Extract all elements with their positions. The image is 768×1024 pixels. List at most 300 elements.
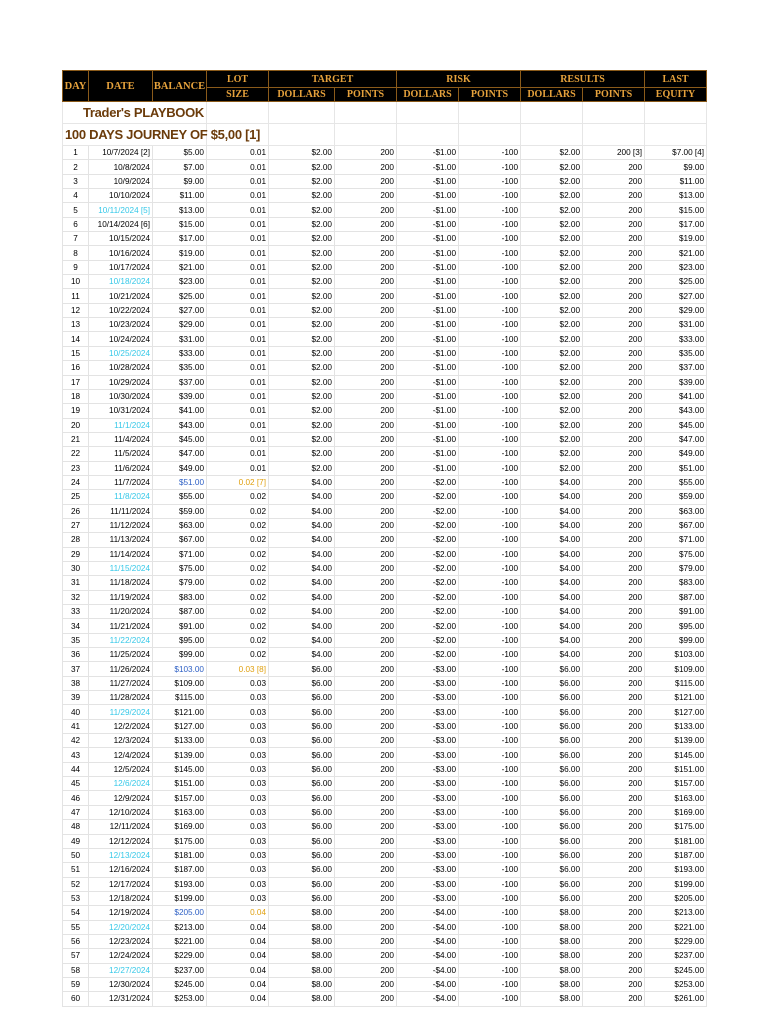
results-dollars-cell[interactable]: $2.00 [521,461,583,475]
target-dollars-cell[interactable]: $6.00 [269,719,335,733]
risk-points-cell[interactable]: -100 [459,561,521,575]
target-dollars-cell[interactable]: $2.00 [269,174,335,188]
risk-points-cell[interactable]: -100 [459,346,521,360]
results-dollars-cell[interactable]: $4.00 [521,633,583,647]
risk-points-cell[interactable]: -100 [459,949,521,963]
risk-points-cell[interactable]: -100 [459,977,521,991]
last-equity-cell[interactable]: $145.00 [645,748,707,762]
date-cell[interactable]: 10/25/2024 [89,346,153,360]
date-cell[interactable]: 12/24/2024 [89,949,153,963]
balance-cell[interactable]: $169.00 [153,820,207,834]
target-points-cell[interactable]: 200 [335,404,397,418]
target-points-cell[interactable]: 200 [335,676,397,690]
lot-size-cell[interactable]: 0.02 [207,547,269,561]
last-equity-cell[interactable]: $71.00 [645,533,707,547]
results-points-cell[interactable]: 200 [583,963,645,977]
date-cell[interactable]: 11/14/2024 [89,547,153,561]
date-cell[interactable]: 10/17/2024 [89,260,153,274]
risk-points-cell[interactable]: -100 [459,504,521,518]
lot-size-cell[interactable]: 0.01 [207,289,269,303]
date-cell[interactable]: 11/5/2024 [89,447,153,461]
day-cell[interactable]: 60 [63,992,89,1006]
target-points-cell[interactable]: 200 [335,203,397,217]
day-cell[interactable]: 24 [63,475,89,489]
results-dollars-cell[interactable]: $6.00 [521,662,583,676]
date-cell[interactable]: 11/7/2024 [89,475,153,489]
balance-cell[interactable]: $39.00 [153,389,207,403]
risk-points-cell[interactable]: -100 [459,475,521,489]
day-cell[interactable]: 45 [63,777,89,791]
day-cell[interactable]: 42 [63,734,89,748]
day-cell[interactable]: 18 [63,389,89,403]
last-equity-cell[interactable]: $139.00 [645,734,707,748]
risk-points-cell[interactable]: -100 [459,189,521,203]
last-equity-cell[interactable]: $7.00 [4] [645,146,707,160]
target-points-cell[interactable]: 200 [335,289,397,303]
risk-dollars-cell[interactable]: -$3.00 [397,676,459,690]
last-equity-cell[interactable]: $37.00 [645,361,707,375]
date-cell[interactable]: 10/23/2024 [89,318,153,332]
lot-size-cell[interactable]: 0.02 [207,533,269,547]
date-cell[interactable]: 10/29/2024 [89,375,153,389]
balance-cell[interactable]: $55.00 [153,490,207,504]
risk-dollars-cell[interactable]: -$1.00 [397,346,459,360]
risk-points-cell[interactable]: -100 [459,418,521,432]
results-dollars-cell[interactable]: $4.00 [521,533,583,547]
risk-points-cell[interactable]: -100 [459,146,521,160]
results-points-cell[interactable]: 200 [583,820,645,834]
balance-cell[interactable]: $49.00 [153,461,207,475]
last-equity-cell[interactable]: $199.00 [645,877,707,891]
results-dollars-cell[interactable]: $6.00 [521,762,583,776]
results-dollars-cell[interactable]: $4.00 [521,490,583,504]
balance-cell[interactable]: $99.00 [153,648,207,662]
last-equity-cell[interactable]: $39.00 [645,375,707,389]
target-points-cell[interactable]: 200 [335,848,397,862]
target-dollars-cell[interactable]: $6.00 [269,762,335,776]
risk-points-cell[interactable]: -100 [459,289,521,303]
risk-points-cell[interactable]: -100 [459,877,521,891]
balance-cell[interactable]: $199.00 [153,891,207,905]
date-cell[interactable]: 10/15/2024 [89,232,153,246]
last-equity-cell[interactable]: $169.00 [645,805,707,819]
day-cell[interactable]: 47 [63,805,89,819]
date-cell[interactable]: 11/27/2024 [89,676,153,690]
last-equity-cell[interactable]: $17.00 [645,217,707,231]
last-equity-cell[interactable]: $75.00 [645,547,707,561]
day-cell[interactable]: 2 [63,160,89,174]
results-dollars-cell[interactable]: $4.00 [521,576,583,590]
target-dollars-cell[interactable]: $2.00 [269,146,335,160]
risk-points-cell[interactable]: -100 [459,447,521,461]
date-cell[interactable]: 12/12/2024 [89,834,153,848]
balance-cell[interactable]: $75.00 [153,561,207,575]
results-dollars-cell[interactable]: $2.00 [521,447,583,461]
target-dollars-cell[interactable]: $2.00 [269,361,335,375]
target-points-cell[interactable]: 200 [335,160,397,174]
target-points-cell[interactable]: 200 [335,633,397,647]
balance-cell[interactable]: $187.00 [153,863,207,877]
day-cell[interactable]: 17 [63,375,89,389]
lot-size-cell[interactable]: 0.04 [207,949,269,963]
results-points-cell[interactable]: 200 [583,203,645,217]
balance-cell[interactable]: $43.00 [153,418,207,432]
lot-size-cell[interactable]: 0.03 [207,877,269,891]
target-points-cell[interactable]: 200 [335,318,397,332]
day-cell[interactable]: 15 [63,346,89,360]
lot-size-cell[interactable]: 0.03 [207,691,269,705]
results-points-cell[interactable]: 200 [583,891,645,905]
balance-cell[interactable]: $63.00 [153,518,207,532]
balance-cell[interactable]: $213.00 [153,920,207,934]
results-dollars-cell[interactable]: $4.00 [521,518,583,532]
target-points-cell[interactable]: 200 [335,146,397,160]
day-cell[interactable]: 13 [63,318,89,332]
target-dollars-cell[interactable]: $6.00 [269,820,335,834]
target-dollars-cell[interactable]: $8.00 [269,920,335,934]
date-cell[interactable]: 12/23/2024 [89,934,153,948]
results-points-cell[interactable]: 200 [583,504,645,518]
target-points-cell[interactable]: 200 [335,805,397,819]
results-dollars-cell[interactable]: $2.00 [521,203,583,217]
results-points-cell[interactable]: 200 [583,361,645,375]
lot-size-cell[interactable]: 0.03 [207,762,269,776]
target-points-cell[interactable]: 200 [335,346,397,360]
lot-size-cell[interactable]: 0.01 [207,260,269,274]
risk-dollars-cell[interactable]: -$1.00 [397,332,459,346]
balance-cell[interactable]: $9.00 [153,174,207,188]
date-cell[interactable]: 10/22/2024 [89,303,153,317]
last-equity-cell[interactable]: $175.00 [645,820,707,834]
results-points-cell[interactable]: 200 [583,404,645,418]
day-cell[interactable]: 43 [63,748,89,762]
target-dollars-cell[interactable]: $2.00 [269,189,335,203]
lot-size-cell[interactable]: 0.01 [207,217,269,231]
lot-size-cell[interactable]: 0.02 [207,648,269,662]
target-dollars-cell[interactable]: $2.00 [269,318,335,332]
results-dollars-cell[interactable]: $2.00 [521,275,583,289]
results-points-cell[interactable]: 200 [583,877,645,891]
last-equity-cell[interactable]: $45.00 [645,418,707,432]
balance-cell[interactable]: $253.00 [153,992,207,1006]
date-cell[interactable]: 12/2/2024 [89,719,153,733]
risk-points-cell[interactable]: -100 [459,375,521,389]
lot-size-cell[interactable]: 0.01 [207,332,269,346]
date-cell[interactable]: 11/21/2024 [89,619,153,633]
lot-size-cell[interactable]: 0.02 [207,504,269,518]
results-dollars-cell[interactable]: $6.00 [521,777,583,791]
risk-points-cell[interactable]: -100 [459,791,521,805]
balance-cell[interactable]: $151.00 [153,777,207,791]
last-equity-cell[interactable]: $193.00 [645,863,707,877]
date-cell[interactable]: 12/30/2024 [89,977,153,991]
results-points-cell[interactable]: 200 [583,705,645,719]
risk-dollars-cell[interactable]: -$1.00 [397,461,459,475]
last-equity-cell[interactable]: $59.00 [645,490,707,504]
risk-dollars-cell[interactable]: -$3.00 [397,662,459,676]
day-cell[interactable]: 54 [63,906,89,920]
target-points-cell[interactable]: 200 [335,705,397,719]
risk-points-cell[interactable]: -100 [459,461,521,475]
risk-dollars-cell[interactable]: -$3.00 [397,777,459,791]
results-points-cell[interactable]: 200 [583,246,645,260]
results-dollars-cell[interactable]: $2.00 [521,303,583,317]
results-points-cell[interactable]: 200 [583,834,645,848]
results-points-cell[interactable]: 200 [583,332,645,346]
results-points-cell[interactable]: 200 [583,662,645,676]
results-points-cell[interactable]: 200 [583,949,645,963]
date-cell[interactable]: 11/26/2024 [89,662,153,676]
risk-points-cell[interactable]: -100 [459,533,521,547]
results-dollars-cell[interactable]: $4.00 [521,504,583,518]
results-points-cell[interactable]: 200 [583,805,645,819]
lot-size-cell[interactable]: 0.03 [207,676,269,690]
day-cell[interactable]: 6 [63,217,89,231]
risk-dollars-cell[interactable]: -$2.00 [397,576,459,590]
risk-dollars-cell[interactable]: -$3.00 [397,748,459,762]
results-dollars-cell[interactable]: $2.00 [521,260,583,274]
lot-size-cell[interactable]: 0.02 [207,633,269,647]
target-dollars-cell[interactable]: $6.00 [269,748,335,762]
day-cell[interactable]: 12 [63,303,89,317]
risk-dollars-cell[interactable]: -$3.00 [397,705,459,719]
target-dollars-cell[interactable]: $2.00 [269,160,335,174]
lot-size-cell[interactable]: 0.01 [207,432,269,446]
lot-size-cell[interactable]: 0.03 [207,748,269,762]
last-equity-cell[interactable]: $43.00 [645,404,707,418]
day-cell[interactable]: 25 [63,490,89,504]
lot-size-cell[interactable]: 0.04 [207,934,269,948]
risk-dollars-cell[interactable]: -$1.00 [397,203,459,217]
date-cell[interactable]: 10/11/2024 [5] [89,203,153,217]
date-cell[interactable]: 10/30/2024 [89,389,153,403]
date-cell[interactable]: 10/31/2024 [89,404,153,418]
date-cell[interactable]: 11/28/2024 [89,691,153,705]
balance-cell[interactable]: $23.00 [153,275,207,289]
lot-size-cell[interactable]: 0.01 [207,189,269,203]
target-points-cell[interactable]: 200 [335,533,397,547]
results-dollars-cell[interactable]: $6.00 [521,820,583,834]
last-equity-cell[interactable]: $121.00 [645,691,707,705]
risk-points-cell[interactable]: -100 [459,992,521,1006]
date-cell[interactable]: 12/11/2024 [89,820,153,834]
target-points-cell[interactable]: 200 [335,605,397,619]
risk-points-cell[interactable]: -100 [459,748,521,762]
results-points-cell[interactable]: 200 [583,475,645,489]
lot-size-cell[interactable]: 0.01 [207,346,269,360]
lot-size-cell[interactable]: 0.01 [207,418,269,432]
last-equity-cell[interactable]: $87.00 [645,590,707,604]
lot-size-cell[interactable]: 0.02 [207,605,269,619]
target-dollars-cell[interactable]: $4.00 [269,475,335,489]
results-dollars-cell[interactable]: $8.00 [521,992,583,1006]
results-dollars-cell[interactable]: $6.00 [521,848,583,862]
balance-cell[interactable]: $103.00 [153,662,207,676]
results-dollars-cell[interactable]: $2.00 [521,232,583,246]
last-equity-cell[interactable]: $21.00 [645,246,707,260]
balance-cell[interactable]: $139.00 [153,748,207,762]
results-points-cell[interactable]: 200 [583,863,645,877]
target-points-cell[interactable]: 200 [335,303,397,317]
last-equity-cell[interactable]: $221.00 [645,920,707,934]
target-dollars-cell[interactable]: $8.00 [269,977,335,991]
balance-cell[interactable]: $175.00 [153,834,207,848]
results-points-cell[interactable]: 200 [583,676,645,690]
balance-cell[interactable]: $221.00 [153,934,207,948]
results-points-cell[interactable]: 200 [583,791,645,805]
results-points-cell[interactable]: 200 [583,533,645,547]
risk-dollars-cell[interactable]: -$3.00 [397,791,459,805]
target-points-cell[interactable]: 200 [335,662,397,676]
results-points-cell[interactable]: 200 [583,260,645,274]
target-dollars-cell[interactable]: $2.00 [269,203,335,217]
risk-dollars-cell[interactable]: -$4.00 [397,906,459,920]
last-equity-cell[interactable]: $115.00 [645,676,707,690]
risk-dollars-cell[interactable]: -$2.00 [397,605,459,619]
day-cell[interactable]: 53 [63,891,89,905]
target-dollars-cell[interactable]: $6.00 [269,848,335,862]
last-equity-cell[interactable]: $237.00 [645,949,707,963]
target-points-cell[interactable]: 200 [335,174,397,188]
risk-points-cell[interactable]: -100 [459,934,521,948]
risk-dollars-cell[interactable]: -$2.00 [397,633,459,647]
results-points-cell[interactable]: 200 [583,303,645,317]
date-cell[interactable]: 12/27/2024 [89,963,153,977]
risk-dollars-cell[interactable]: -$2.00 [397,490,459,504]
results-dollars-cell[interactable]: $6.00 [521,705,583,719]
risk-dollars-cell[interactable]: -$1.00 [397,404,459,418]
results-points-cell[interactable]: 200 [583,490,645,504]
risk-dollars-cell[interactable]: -$3.00 [397,719,459,733]
results-dollars-cell[interactable]: $2.00 [521,174,583,188]
target-points-cell[interactable]: 200 [335,977,397,991]
last-equity-cell[interactable]: $15.00 [645,203,707,217]
day-cell[interactable]: 37 [63,662,89,676]
date-cell[interactable]: 12/19/2024 [89,906,153,920]
results-points-cell[interactable]: 200 [583,375,645,389]
risk-points-cell[interactable]: -100 [459,318,521,332]
last-equity-cell[interactable]: $27.00 [645,289,707,303]
risk-points-cell[interactable]: -100 [459,303,521,317]
results-dollars-cell[interactable]: $6.00 [521,863,583,877]
last-equity-cell[interactable]: $67.00 [645,518,707,532]
target-dollars-cell[interactable]: $6.00 [269,662,335,676]
risk-points-cell[interactable]: -100 [459,920,521,934]
date-cell[interactable]: 11/25/2024 [89,648,153,662]
results-dollars-cell[interactable]: $2.00 [521,146,583,160]
risk-points-cell[interactable]: -100 [459,662,521,676]
results-points-cell[interactable]: 200 [583,547,645,561]
last-equity-cell[interactable]: $91.00 [645,605,707,619]
date-cell[interactable]: 10/9/2024 [89,174,153,188]
target-points-cell[interactable]: 200 [335,518,397,532]
target-dollars-cell[interactable]: $2.00 [269,432,335,446]
last-equity-cell[interactable]: $41.00 [645,389,707,403]
target-points-cell[interactable]: 200 [335,963,397,977]
day-cell[interactable]: 30 [63,561,89,575]
target-points-cell[interactable]: 200 [335,906,397,920]
day-cell[interactable]: 39 [63,691,89,705]
last-equity-cell[interactable]: $9.00 [645,160,707,174]
target-dollars-cell[interactable]: $6.00 [269,691,335,705]
last-equity-cell[interactable]: $163.00 [645,791,707,805]
results-points-cell[interactable]: 200 [583,992,645,1006]
results-points-cell[interactable]: 200 [583,590,645,604]
day-cell[interactable]: 26 [63,504,89,518]
results-dollars-cell[interactable]: $6.00 [521,734,583,748]
day-cell[interactable]: 58 [63,963,89,977]
risk-dollars-cell[interactable]: -$4.00 [397,934,459,948]
target-dollars-cell[interactable]: $8.00 [269,934,335,948]
results-points-cell[interactable]: 200 [583,432,645,446]
lot-size-cell[interactable]: 0.01 [207,203,269,217]
risk-points-cell[interactable]: -100 [459,203,521,217]
date-cell[interactable]: 11/15/2024 [89,561,153,575]
day-cell[interactable]: 23 [63,461,89,475]
balance-cell[interactable]: $15.00 [153,217,207,231]
results-points-cell[interactable]: 200 [583,389,645,403]
risk-points-cell[interactable]: -100 [459,648,521,662]
lot-size-cell[interactable]: 0.04 [207,992,269,1006]
results-dollars-cell[interactable]: $8.00 [521,906,583,920]
target-dollars-cell[interactable]: $2.00 [269,375,335,389]
risk-dollars-cell[interactable]: -$2.00 [397,590,459,604]
target-points-cell[interactable]: 200 [335,504,397,518]
balance-cell[interactable]: $31.00 [153,332,207,346]
risk-points-cell[interactable]: -100 [459,518,521,532]
date-cell[interactable]: 10/18/2024 [89,275,153,289]
results-dollars-cell[interactable]: $2.00 [521,289,583,303]
target-dollars-cell[interactable]: $6.00 [269,863,335,877]
target-dollars-cell[interactable]: $6.00 [269,705,335,719]
results-dollars-cell[interactable]: $6.00 [521,891,583,905]
target-dollars-cell[interactable]: $6.00 [269,877,335,891]
day-cell[interactable]: 48 [63,820,89,834]
lot-size-cell[interactable]: 0.02 [207,561,269,575]
target-dollars-cell[interactable]: $2.00 [269,303,335,317]
results-points-cell[interactable]: 200 [583,719,645,733]
balance-cell[interactable]: $205.00 [153,906,207,920]
results-points-cell[interactable]: 200 [583,217,645,231]
target-points-cell[interactable]: 200 [335,361,397,375]
last-equity-cell[interactable]: $187.00 [645,848,707,862]
target-points-cell[interactable]: 200 [335,834,397,848]
day-cell[interactable]: 46 [63,791,89,805]
date-cell[interactable]: 10/8/2024 [89,160,153,174]
results-dollars-cell[interactable]: $6.00 [521,691,583,705]
target-points-cell[interactable]: 200 [335,418,397,432]
lot-size-cell[interactable]: 0.03 [8] [207,662,269,676]
results-points-cell[interactable]: 200 [583,518,645,532]
last-equity-cell[interactable]: $13.00 [645,189,707,203]
balance-cell[interactable]: $145.00 [153,762,207,776]
risk-dollars-cell[interactable]: -$1.00 [397,232,459,246]
date-cell[interactable]: 10/24/2024 [89,332,153,346]
day-cell[interactable]: 31 [63,576,89,590]
lot-size-cell[interactable]: 0.04 [207,920,269,934]
results-dollars-cell[interactable]: $2.00 [521,418,583,432]
risk-points-cell[interactable]: -100 [459,705,521,719]
risk-points-cell[interactable]: -100 [459,389,521,403]
target-dollars-cell[interactable]: $4.00 [269,576,335,590]
day-cell[interactable]: 3 [63,174,89,188]
risk-points-cell[interactable]: -100 [459,834,521,848]
target-dollars-cell[interactable]: $2.00 [269,246,335,260]
risk-dollars-cell[interactable]: -$1.00 [397,146,459,160]
date-cell[interactable]: 10/16/2024 [89,246,153,260]
balance-cell[interactable]: $27.00 [153,303,207,317]
target-dollars-cell[interactable]: $8.00 [269,906,335,920]
